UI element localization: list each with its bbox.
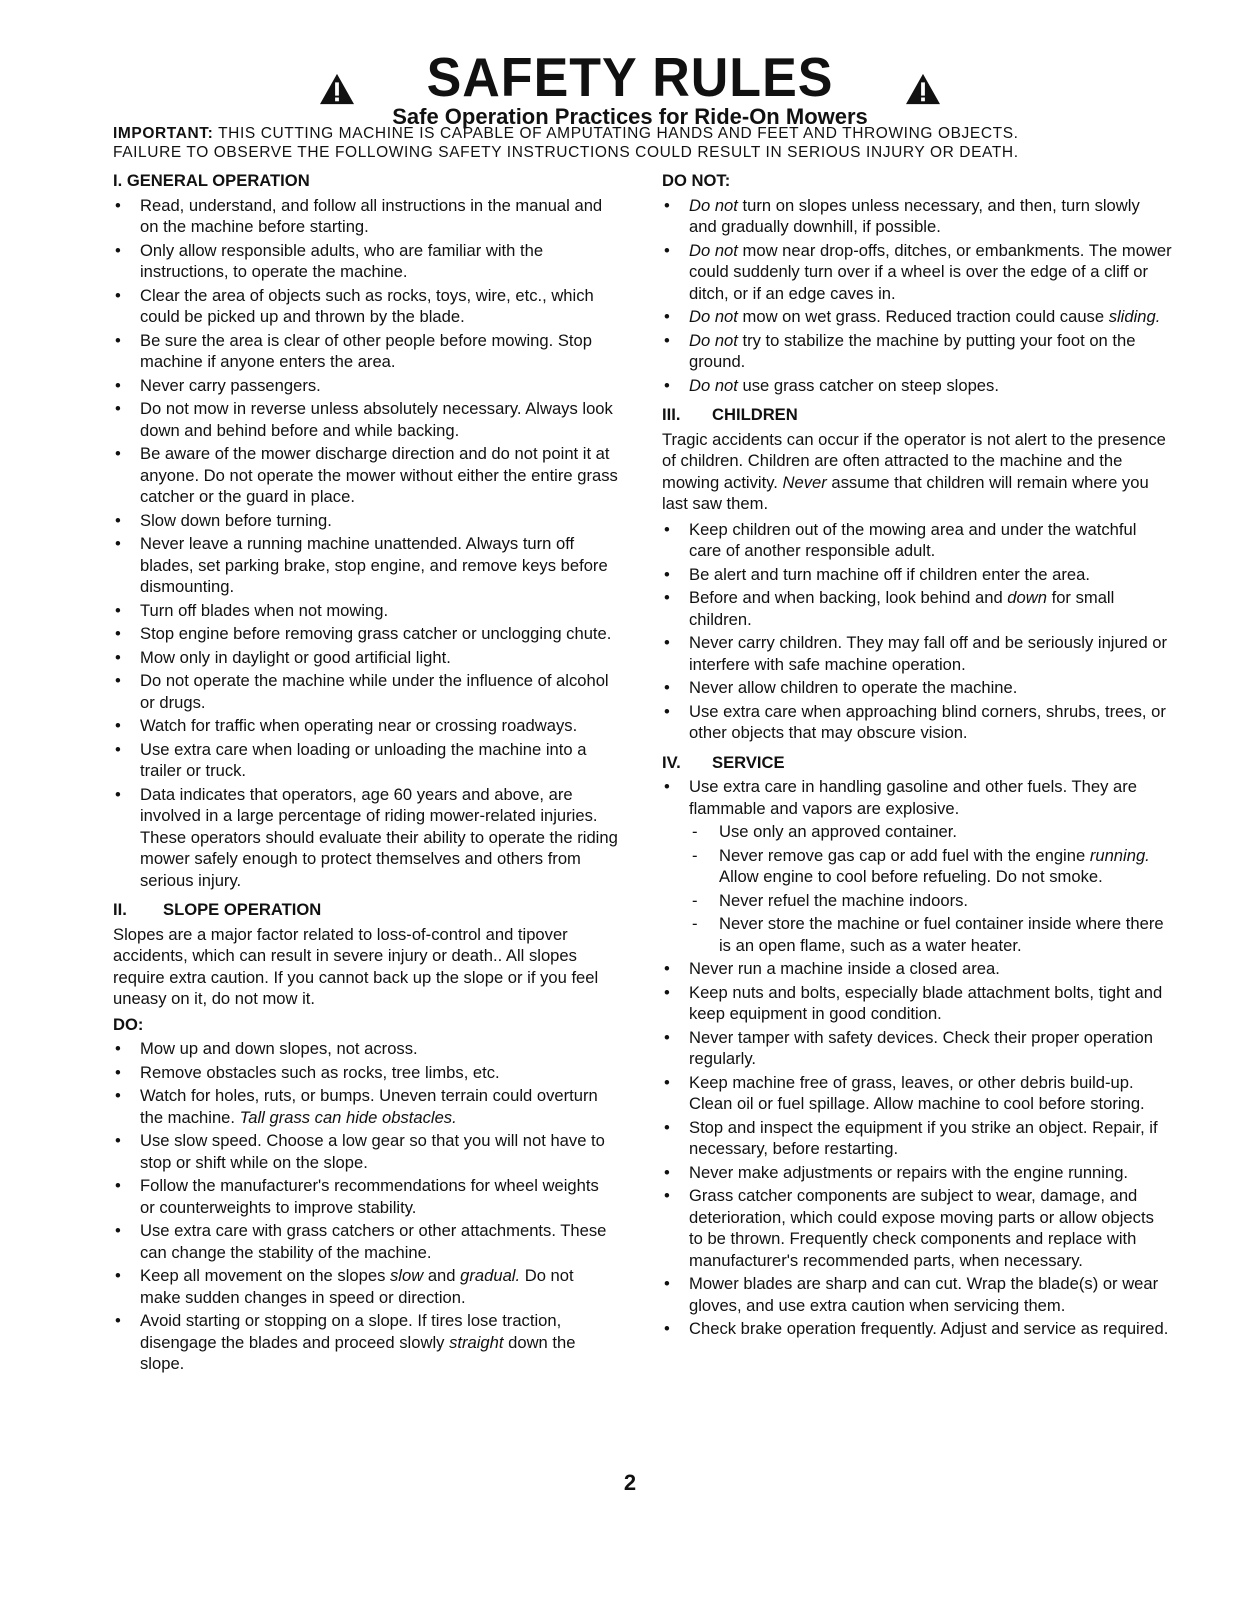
general-list bbox=[113, 195, 618, 892]
list-item: • Never run a machine inside a closed area. bbox=[662, 958, 1172, 980]
list-item: • Never carry children. They may fall off and be seriously injured or interfere with safe machine operation. bbox=[662, 632, 1172, 675]
section-slope-heading: II. SLOPE OPERATION bbox=[113, 900, 322, 919]
list-item: • Keep nuts and bolts, especially blade attachment bolts, tight and keep equipment in good condition. bbox=[662, 982, 1172, 1025]
list-item: • Mow only in daylight or good artificial light. bbox=[113, 647, 618, 669]
list-item: • Never carry passengers. bbox=[113, 375, 618, 397]
list-item: • Be aware of the mower discharge direction and do not point it at anyone. Do not operate the mower without either the entire grass catcher or the guard in place. bbox=[113, 443, 618, 508]
list-item: • Do not operate the machine while under the influence of alcohol or drugs. bbox=[113, 670, 618, 713]
list-item: • Keep children out of the mowing area and under the watchful care of another responsible adult. bbox=[662, 519, 1172, 562]
list-item: • Watch for traffic when operating near or crossing roadways. bbox=[113, 715, 618, 737]
service-list-more bbox=[662, 958, 1172, 1340]
right-column bbox=[662, 170, 1172, 1342]
section-children-heading: III. CHILDREN bbox=[662, 405, 798, 424]
list-item: • Turn off blades when not mowing. bbox=[113, 600, 618, 622]
page-subtitle: Safe Operation Practices for Ride-On Mowers bbox=[392, 104, 868, 129]
warning-icon bbox=[904, 72, 942, 106]
list-item: • Do not turn on slopes unless necessary, and then, turn slowly and gradually downhill, if possible. bbox=[662, 195, 1172, 238]
list-item: • Data indicates that operators, age 60 years and above, are involved in a large percentage of riding mower-related injuries. These operators should evaluate their ability to operate the riding mower safely enough to protect themselves and others from serious injury. bbox=[113, 784, 618, 892]
list-item: • Before and when backing, look behind and down for small children. bbox=[662, 587, 1172, 630]
sub-list-item: - Never store the machine or fuel container inside where there is an open flame, such as a water heater. bbox=[662, 913, 1172, 956]
list-item: • Do not mow near drop-offs, ditches, or embankments. The mower could suddenly turn over if a wheel is over the edge of a cliff or ditch, or if an edge caves in. bbox=[662, 240, 1172, 305]
do-list bbox=[113, 1038, 618, 1375]
children-list bbox=[662, 519, 1172, 744]
list-item: • Follow the manufacturer's recommendations for wheel weights or counterweights to improve stability. bbox=[113, 1175, 618, 1218]
donot-heading: DO NOT: bbox=[662, 171, 731, 190]
important-notice bbox=[113, 124, 1173, 162]
important-line-1: THIS CUTTING MACHINE IS CAPABLE OF AMPUTATING HANDS AND FEET AND THROWING OBJECTS. bbox=[218, 125, 1019, 142]
list-item: • Do not try to stabilize the machine by putting your foot on the ground. bbox=[662, 330, 1172, 373]
list-item: • Do not mow on wet grass. Reduced traction could cause sliding. bbox=[662, 306, 1172, 328]
list-item: • Stop and inspect the equipment if you strike an object. Repair, if necessary, before restarting. bbox=[662, 1117, 1172, 1160]
list-item: • Use extra care in handling gasoline and other fuels. They are flammable and vapors are explosive. bbox=[662, 776, 1172, 819]
sub-list-item: - Use only an approved container. bbox=[662, 821, 1172, 843]
important-line-2: FAILURE TO OBSERVE THE FOLLOWING SAFETY INSTRUCTIONS COULD RESULT IN SERIOUS INJURY OR DEATH. bbox=[113, 144, 1019, 161]
list-item: • Keep all movement on the slopes slow and gradual. Do not make sudden changes in speed or direction. bbox=[113, 1265, 618, 1308]
list-item: • Mower blades are sharp and can cut. Wrap the blade(s) or wear gloves, and use extra caution when servicing them. bbox=[662, 1273, 1172, 1316]
list-item: • Avoid starting or stopping on a slope. If tires lose traction, disengage the blades and proceed slowly straight down the slope. bbox=[113, 1310, 618, 1375]
list-item: • Watch for holes, ruts, or bumps. Uneven terrain could overturn the machine. Tall grass can hide obstacles. bbox=[113, 1085, 618, 1128]
list-item: • Never tamper with safety devices. Check their proper operation regularly. bbox=[662, 1027, 1172, 1070]
list-item: • Only allow responsible adults, who are familiar with the instructions, to operate the machine. bbox=[113, 240, 618, 283]
slope-intro: Slopes are a major factor related to loss-of-control and tipover accidents, which can result in severe injury or death.. All slopes require extra caution. If you cannot back up the slope or if you feel uneasy on it, do not mow it. bbox=[113, 924, 599, 1008]
list-item: • Never allow children to operate the machine. bbox=[662, 677, 1172, 699]
list-item: • Use extra care when approaching blind corners, shrubs, trees, or other objects that may obscure vision. bbox=[662, 701, 1172, 744]
section-general-heading: I. GENERAL OPERATION bbox=[113, 171, 310, 190]
list-item: • Never leave a running machine unattended. Always turn off blades, set parking brake, stop engine, and remove keys before dismounting. bbox=[113, 533, 618, 598]
list-item: • Be alert and turn machine off if children enter the area. bbox=[662, 564, 1172, 586]
list-item: • Remove obstacles such as rocks, tree limbs, etc. bbox=[113, 1062, 618, 1084]
children-intro: Tragic accidents can occur if the operator is not alert to the presence of children. Children are often attracted to the machine and the mowing activity. Never assume that children will remain where you last saw them. bbox=[662, 429, 1166, 513]
list-item: • Slow down before turning. bbox=[113, 510, 618, 532]
list-item: • Check brake operation frequently. Adjust and service as required. bbox=[662, 1318, 1172, 1340]
section-service-heading: IV. SERVICE bbox=[662, 752, 785, 772]
list-item: • Do not use grass catcher on steep slopes. bbox=[662, 375, 1172, 397]
warning-icon bbox=[318, 72, 356, 106]
left-column bbox=[113, 170, 618, 1377]
list-item: • Keep machine free of grass, leaves, or other debris build-up. Clean oil or fuel spillage. Allow machine to cool before storing. bbox=[662, 1072, 1172, 1115]
page-header bbox=[0, 47, 1260, 130]
list-item: • Do not mow in reverse unless absolutely necessary. Always look down and behind before and while backing. bbox=[113, 398, 618, 441]
list-item: • Mow up and down slopes, not across. bbox=[113, 1038, 618, 1060]
list-item: • Stop engine before removing grass catcher or unclogging chute. bbox=[113, 623, 618, 645]
list-item: • Use extra care with grass catchers or other attachments. These can change the stability of the machine. bbox=[113, 1220, 618, 1263]
service-list bbox=[662, 776, 1172, 819]
list-item: • Read, understand, and follow all instructions in the manual and on the machine before starting. bbox=[113, 195, 618, 238]
page-title: SAFETY RULES bbox=[426, 47, 834, 109]
list-item: • Never make adjustments or repairs with the engine running. bbox=[662, 1162, 1172, 1184]
important-label: IMPORTANT: bbox=[113, 125, 214, 142]
list-item: • Use slow speed. Choose a low gear so that you will not have to stop or shift while on the slope. bbox=[113, 1130, 618, 1173]
fuel-sublist bbox=[662, 821, 1172, 956]
list-item: • Clear the area of objects such as rocks, toys, wire, etc., which could be picked up and thrown by the blade. bbox=[113, 285, 618, 328]
list-item: • Be sure the area is clear of other people before mowing. Stop machine if anyone enters the area. bbox=[113, 330, 618, 373]
do-heading: DO: bbox=[113, 1014, 144, 1034]
donot-list bbox=[662, 195, 1172, 397]
page-number: 2 bbox=[623, 1470, 637, 1495]
sub-list-item: - Never remove gas cap or add fuel with the engine running. Allow engine to cool before refueling. Do not smoke. bbox=[662, 845, 1172, 888]
sub-list-item: - Never refuel the machine indoors. bbox=[662, 890, 1172, 912]
list-item: • Use extra care when loading or unloading the machine into a trailer or truck. bbox=[113, 739, 618, 782]
list-item: • Grass catcher components are subject to wear, damage, and deterioration, which could expose moving parts or allow objects to be thrown. Frequently check components and replace with manufacturer's recommended parts, when necessary. bbox=[662, 1185, 1172, 1271]
